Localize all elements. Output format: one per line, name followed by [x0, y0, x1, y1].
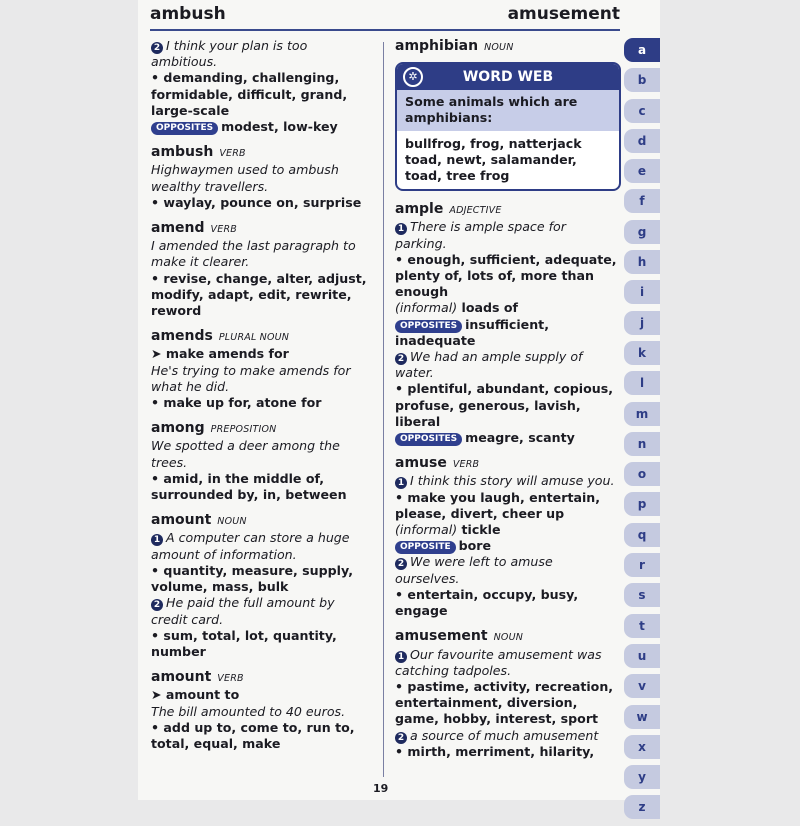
opposite-words: bore	[458, 538, 492, 554]
headword: amend	[151, 220, 205, 237]
page-header	[150, 2, 620, 28]
word-web-header	[397, 64, 619, 90]
synonyms: • sum, total, lot, quantity, number	[151, 627, 337, 659]
synonyms: • demanding, challenging, formidable, difficult, grand, large-scale	[151, 70, 348, 118]
entry-amend	[151, 220, 371, 319]
entry-among	[151, 420, 371, 503]
index-tab-e[interactable]: e	[624, 159, 660, 183]
opposites-badge: OPPOSITES	[395, 433, 462, 446]
index-tab-g[interactable]: g	[624, 220, 660, 244]
synonyms: • plentiful, abundant, copious, profuse, generous, lavish, liberal	[395, 381, 613, 429]
index-tab-b[interactable]: b	[624, 68, 660, 92]
index-tab-s[interactable]: s	[624, 583, 660, 607]
sense-number-1: 1	[395, 651, 407, 663]
example: The bill amounted to 40 euros.	[151, 703, 346, 719]
sense-number-2: 2	[151, 599, 163, 611]
synonyms: • amid, in the middle of, surrounded by, in, between	[151, 470, 347, 503]
opposites-words: insufficient, inadequate	[395, 316, 549, 348]
part-of-speech: VERB	[210, 224, 237, 236]
index-tab-k[interactable]: k	[624, 341, 660, 365]
synonyms: • make up for, atone for	[151, 395, 322, 411]
sense-number-1: 1	[395, 477, 407, 489]
left-column	[151, 38, 371, 761]
entry-ambush	[151, 144, 371, 211]
informal-words: tickle	[461, 522, 501, 538]
synonyms: • mirth, merriment, hilarity,	[395, 743, 595, 759]
entry-continued	[151, 38, 371, 135]
part-of-speech: VERB	[452, 459, 480, 471]
index-tab-r[interactable]: r	[624, 553, 660, 577]
entry-amount-noun	[151, 512, 371, 660]
index-tab-a[interactable]: a	[624, 38, 660, 62]
part-of-speech: VERB	[217, 673, 244, 685]
index-tab-u[interactable]: u	[624, 644, 660, 668]
part-of-speech: PREPOSITION	[210, 424, 277, 436]
word-web-subtitle: Some animals which are amphibians:	[397, 90, 619, 130]
example: I think your plan is too ambitious.	[151, 38, 308, 70]
synonyms: • add up to, come to, run to, total, equal, make	[151, 719, 355, 751]
index-tab-n[interactable]: n	[624, 432, 660, 456]
part-of-speech: ADJECTIVE	[449, 205, 502, 217]
entry-amends	[151, 328, 371, 411]
entry-amuse	[395, 455, 621, 619]
index-tab-x[interactable]: x	[624, 735, 660, 759]
sense-number-2: 2	[151, 42, 163, 54]
word-web-box	[395, 62, 621, 191]
informal-label: (informal)	[395, 300, 458, 316]
part-of-speech: NOUN	[493, 632, 524, 644]
opposites-words: meagre, scanty	[465, 430, 575, 446]
example: I think this story will amuse you.	[410, 473, 615, 489]
index-tab-d[interactable]: d	[624, 129, 660, 153]
index-tab-y[interactable]: y	[624, 765, 660, 789]
index-tab-o[interactable]: o	[624, 462, 660, 486]
index-tab-c[interactable]: c	[624, 99, 660, 123]
example: a source of much amusement	[410, 727, 599, 743]
index-tab-l[interactable]: l	[624, 371, 660, 395]
index-tab-m[interactable]: m	[624, 402, 660, 426]
opposite-badge: OPPOSITE	[395, 541, 456, 554]
example: We were left to amuse ourselves.	[395, 554, 553, 586]
synonyms: • make you laugh, entertain, please, divert, cheer up	[395, 489, 601, 521]
entry-amount-verb	[151, 669, 371, 752]
index-tab-t[interactable]: t	[624, 614, 660, 638]
headword: amuse	[395, 455, 447, 472]
part-of-speech: NOUN	[484, 42, 514, 53]
right-column	[395, 38, 621, 769]
word-web-body: bullfrog, frog, natterjack toad, newt, salamander, toad, tree frog	[405, 135, 582, 184]
header-rule	[150, 29, 620, 31]
sense-number-2: 2	[395, 353, 407, 365]
headword: ambush	[151, 144, 214, 161]
headword: amusement	[395, 628, 488, 645]
headword: ample	[395, 201, 444, 218]
example: We had an ample supply of water.	[395, 349, 583, 381]
synonyms: • revise, change, alter, adjust, modify, adapt, edit, rewrite, reword	[151, 270, 367, 319]
informal-label: (informal)	[395, 522, 458, 538]
word-web-title: WORD WEB	[462, 69, 554, 86]
synonyms: • quantity, measure, supply, volume, mass, bulk	[151, 562, 354, 595]
part-of-speech: PLURAL NOUN	[218, 332, 290, 344]
part-of-speech: VERB	[219, 148, 246, 160]
sense-number-2: 2	[395, 558, 407, 570]
guide-word-right: amusement	[507, 4, 620, 24]
headword: amends	[151, 328, 213, 345]
synonyms: • waylay, pounce on, surprise	[151, 194, 362, 210]
opposites-badge: OPPOSITES	[395, 320, 462, 333]
entry-amphibian	[395, 38, 621, 56]
opposites-words: modest, low-key	[221, 119, 338, 135]
page-number: 19	[373, 782, 389, 795]
index-tab-f[interactable]: f	[624, 189, 660, 213]
synonyms: • entertain, occupy, busy, engage	[395, 586, 579, 619]
entry-amusement	[395, 628, 621, 760]
index-tab-j[interactable]: j	[624, 311, 660, 335]
phrase: ➤ amount to	[151, 687, 240, 703]
example: A computer can store a huge amount of information.	[151, 530, 350, 562]
index-tab-v[interactable]: v	[624, 674, 660, 698]
index-tab-z[interactable]: z	[624, 795, 660, 819]
informal-words: loads of	[461, 300, 518, 316]
example: He paid the full amount by credit card.	[151, 595, 335, 627]
headword: amount	[151, 669, 212, 686]
synonyms: • pastime, activity, recreation, entertainment, diversion, game, hobby, interest, sport	[395, 678, 614, 727]
headword: amphibian	[395, 38, 479, 54]
entry-ample	[395, 201, 621, 446]
part-of-speech: NOUN	[217, 516, 247, 528]
example: He's trying to make amends for what he did.	[151, 362, 351, 394]
example: We spotted a deer among the trees.	[151, 438, 340, 470]
sense-number-1: 1	[395, 223, 407, 235]
phrase: ➤ make amends for	[151, 346, 289, 362]
example: There is ample space for parking.	[395, 219, 566, 251]
opposites-badge: OPPOSITES	[151, 122, 218, 135]
index-tab-w[interactable]: w	[624, 705, 660, 729]
wheel-icon: ✲	[403, 67, 423, 87]
index-tab-i[interactable]: i	[624, 280, 660, 304]
example: I amended the last paragraph to make it clearer.	[151, 238, 356, 270]
sense-number-1: 1	[151, 534, 163, 546]
guide-word-left: ambush	[150, 4, 226, 24]
example: Our favourite amusement was catching tadpoles.	[395, 646, 602, 678]
alphabet-index-tabs	[624, 38, 660, 826]
headword: among	[151, 420, 205, 437]
sense-number-2: 2	[395, 732, 407, 744]
index-tab-q[interactable]: q	[624, 523, 660, 547]
index-tab-h[interactable]: h	[624, 250, 660, 274]
headword: amount	[151, 512, 212, 529]
index-tab-p[interactable]: p	[624, 492, 660, 516]
synonyms: • enough, sufficient, adequate, plenty of, lots of, more than enough	[395, 251, 617, 300]
example: Highwaymen used to ambush wealthy travellers.	[151, 162, 339, 194]
column-divider	[383, 42, 384, 777]
